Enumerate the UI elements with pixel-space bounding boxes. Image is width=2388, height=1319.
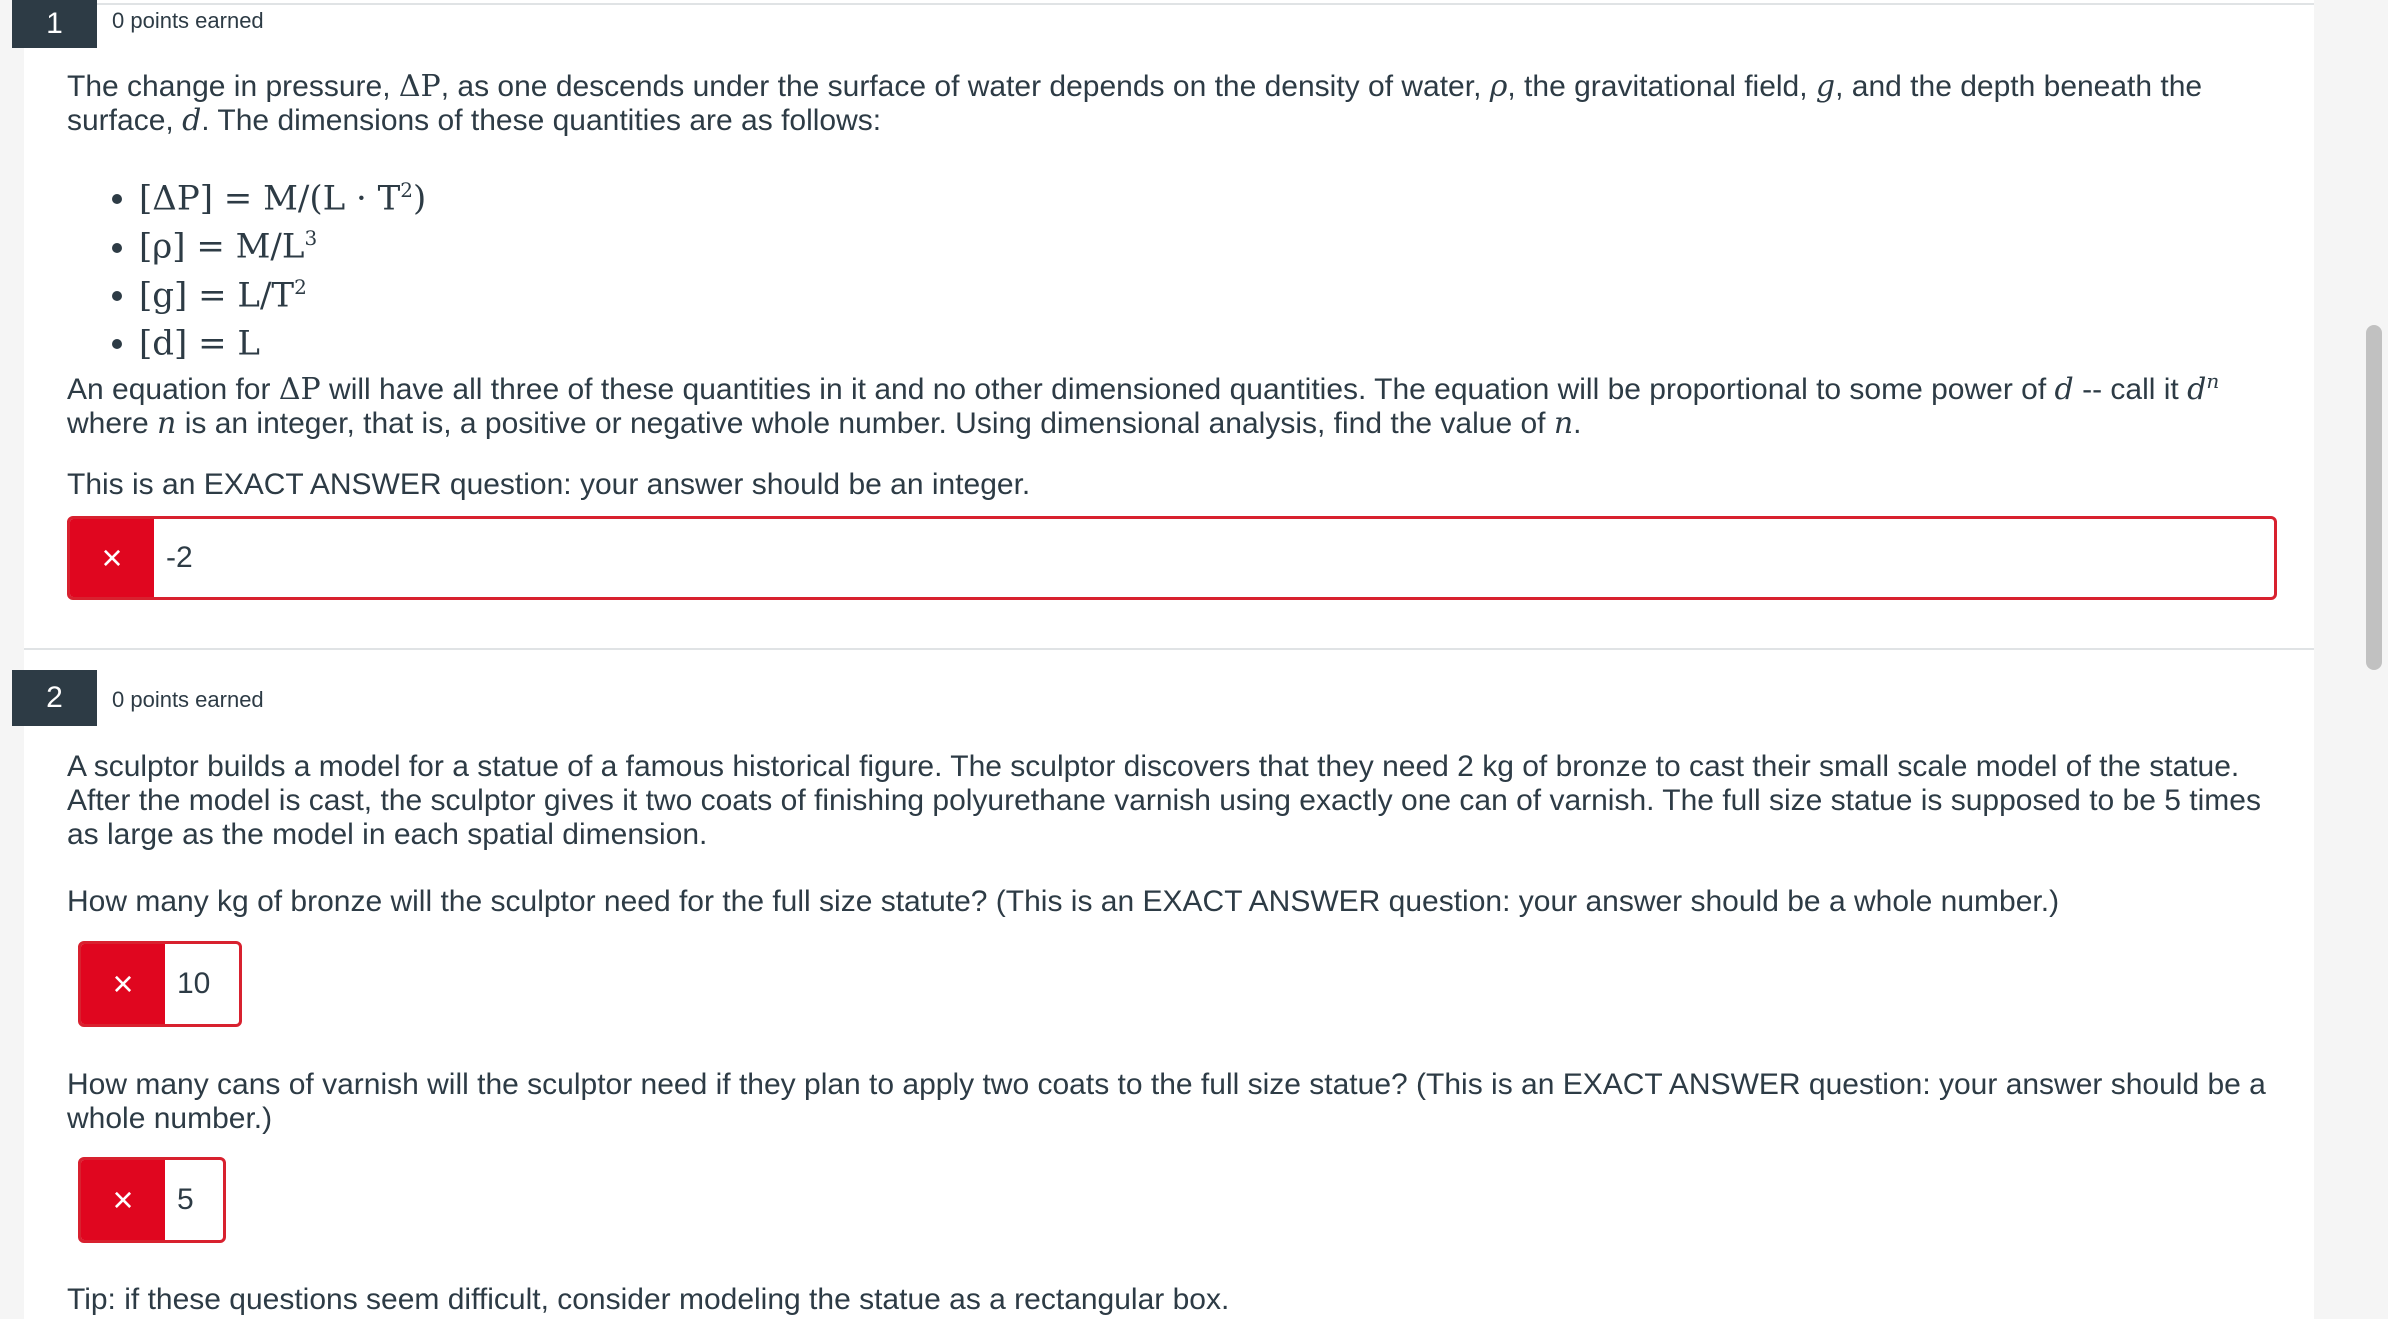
question-number: 2	[12, 670, 97, 726]
answer-value: 5	[177, 1183, 194, 1216]
question-prompt: The change in pressure, ΔP, as one descends under the surface of water depends on the density of water, ρ, the gravitational field, g, and the depth beneath the surface, d. The dimensions of these quantities are as follows:	[67, 69, 2203, 138]
tip-text: Tip: if these questions seem difficult, consider modeling the statue as a rectangular box.	[67, 1283, 1230, 1316]
question-divider	[24, 648, 2314, 650]
answer-value: 10	[177, 967, 211, 1000]
sub-question-2: How many cans of varnish will the sculptor need if they plan to apply two coats to the full size statue? (This is an EXACT ANSWER question: your answer should be a whole number.)	[67, 1068, 2266, 1135]
question-equation-text: An equation for ΔP will have all three of these quantities in it and no other dimensioned quantities. The equation will be proportional to some power of d -- call it $d^n$ where n is an integer, that is, a positive or negative whole number. Using dimensional analysis, find the value of n.	[67, 369, 2220, 441]
points-earned: 0 points earned	[112, 687, 264, 712]
dimension-item: • [d] = L	[139, 315, 426, 363]
incorrect-icon: ×	[70, 519, 154, 597]
incorrect-icon: ×	[81, 1160, 165, 1240]
answer-field	[78, 941, 242, 1027]
dimension-item: • $[g] = L/T^2$	[139, 267, 426, 315]
answer-field	[67, 516, 2277, 600]
scrollbar-thumb[interactable]	[2366, 325, 2382, 670]
points-earned: 0 points earned	[112, 8, 264, 33]
answer-value: -2	[166, 541, 193, 574]
exact-answer-note: This is an EXACT ANSWER question: your answer should be an integer.	[67, 468, 1031, 501]
answer-field	[78, 1157, 226, 1243]
question-divider	[24, 3, 2314, 5]
sub-question-1: How many kg of bronze will the sculptor need for the full size statute? (This is an EXACT ANSWER question: your answer should be a whole number.)	[67, 885, 2060, 918]
dimension-item: • $[\rho] = M/L^3$	[139, 218, 426, 266]
question-number: 1	[12, 0, 97, 48]
incorrect-icon: ×	[81, 944, 165, 1024]
question-prompt: A sculptor builds a model for a statue of a famous historical figure. The sculptor discovers that they need 2 kg of bronze to cast their small scale model of the statue. After the model is cast, the sculptor gives it two coats of finishing polyurethane varnish using exactly one can of varnish. The full size statue is supposed to be 5 times as large as the model in each spatial dimension.	[67, 750, 2261, 851]
dimension-list	[67, 170, 426, 363]
dimension-item: • $[\Delta P] = M/(L \cdot T^2)$	[139, 170, 426, 218]
